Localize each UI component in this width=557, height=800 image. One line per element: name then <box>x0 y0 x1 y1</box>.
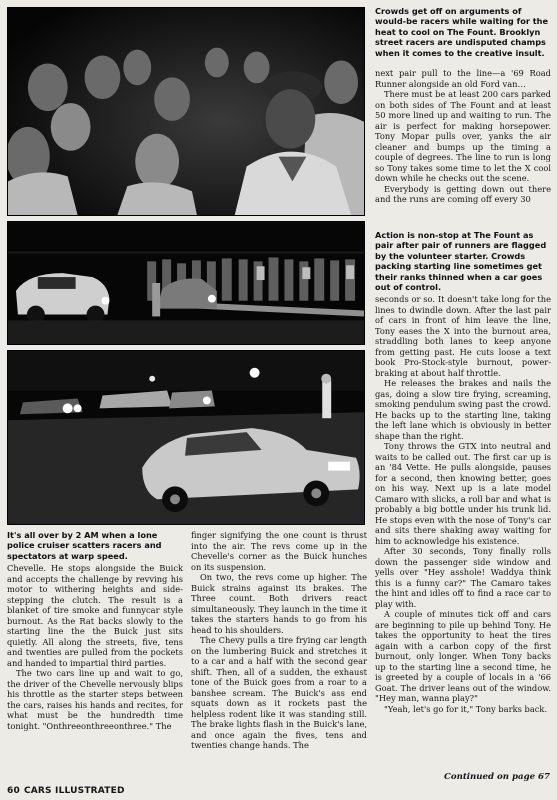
photo-caption-police: It's all over by 2 AM when a lone police cruiser scatters racers and spectators at warp speed. <box>7 530 162 561</box>
article-column-right <box>375 294 551 764</box>
crowd-photo <box>7 7 365 216</box>
paragraph: He releases the brakes and nails the gas, doing a slow tire frying, screaming, smoking pendulum swing past the crowd. He backs up to the starting line, taking the left lane which is obviously in better shape than the right. <box>375 378 551 441</box>
paragraph: Everybody is getting down out there and the runs are coming off every 30 <box>375 183 551 204</box>
night-racing-photo <box>7 221 365 345</box>
paragraph: The two cars line up and wait to go, the driver of the Chevelle nervously blips his throttle as the starter steps between the cars, raises his hands and recites, for what must be the hundredth time tonight. "Onthreeonthreeonthree." The <box>7 668 183 731</box>
paragraph: After 30 seconds, Tony finally rolls down the passenger side window and yells over "Hey asshole! Waddya think this is a funny car?" The Camaro takes the hint and idles off to find a race car to play with. <box>375 546 551 609</box>
article-column-right-top <box>375 68 551 220</box>
article-column-left <box>7 563 183 773</box>
paragraph: There must be at least 200 cars parked on both sides of The Fount and at least 50 more lined up and waiting to run. The air is perfect for making horsepower. Tony Mopar pulls over, yanks the air cleaner and bumps up the timing a couple of degrees. The line to run is long so Tony takes some time to let the X cool down while he checks out the scene. <box>375 89 551 183</box>
paragraph: Tony throws the GTX into neutral and waits to be called out. The first car up is an '84 Vette. He pulls alongside, pauses for a second, then knowing better, goes on his way. Next up is a late model Camaro with slicks, a roll bar and what is probably a big bottle under his trunk lid. He stops even with the nose of Tony's car and sits there shaking away waiting for him to acknowledge his existence. <box>375 441 551 546</box>
article-column-middle <box>191 530 367 775</box>
paragraph: Chevelle. He stops alongside the Buick and accepts the challenge by revving his motor to withering heights and side-stepping the clutch. The result is a blanket of tire smoke and funnycar style burnout. As the Rat backs slowly to the starting line the the Buick just sits quietly. All along the streets, five, tens and twenties are pulled from the pockets and handed to impartial third parties. <box>7 563 183 668</box>
photo-caption-racing: Action is non-stop at The Fount as pair after pair of runners are flagged by the volunteer starter. Crowds packing starting line sometimes get their ranks thinned when a car goes out of control. <box>375 230 547 293</box>
paragraph: The Chevy pulls a tire frying car length on the lumbering Buick and stretches it to a car and a half with the second gear shift. Then, all of a sudden, the exhaust tone of the Buick goes from a roar to a banshee scream. The Buick's ass end squats down as it rockets past the helpless rodent like it was standing still. The brake lights flash in the Buick's lane, and once again the fives, tens and twenties change hands. The <box>191 635 367 750</box>
page-folio <box>7 786 129 796</box>
paragraph: A couple of minutes tick off and cars are beginning to pile up behind Tony. He takes the opportunity to heat the tires again with a carbon copy of the first burnout, only longer. When Tony backs up to the starting line a second time, he is greeted by a couple of locals in a '66 Goat. The driver leans out of the window. "Hey man, wanna play?" <box>375 609 551 703</box>
police-cruiser-photo <box>7 350 365 525</box>
continued-notice: Continued on page 67 <box>444 772 550 782</box>
paragraph: next pair pull to the line—a '69 Road Runner alongside an old Ford van… <box>375 68 551 89</box>
magazine-name: CARS ILLUSTRATED <box>23 786 125 796</box>
paragraph: "Yeah, let's go for it," Tony barks back. <box>384 703 548 714</box>
page-number: 60 <box>7 786 20 796</box>
paragraph: seconds or so. It doesn't take long for the lines to dwindle down. After the last pair of cars in front of him leave the line, Tony eases the X into the burnout area, straddling both lanes to keep anyone from getting past. He cuts loose a text book Pro-Stock-style burnout, power-braking at about half throttle. <box>375 294 551 378</box>
photo-caption-crowd: Crowds get off on arguments of would-be racers while waiting for the heat to cool on The Fount. Brooklyn street racers are undisputed champs when it comes to the creative insult. <box>375 6 549 58</box>
paragraph: finger signifying the one count is thrust into the air. The revs come up in the Chevelle's corner as the Buick hunches on its suspension. <box>191 530 367 572</box>
paragraph: On two, the revs come up higher. The Buick strains against its brakes. The Three count. Both drivers react simultaneously. They launch in the time it takes the starters hands to go from his head to his shoulders. <box>191 572 367 635</box>
